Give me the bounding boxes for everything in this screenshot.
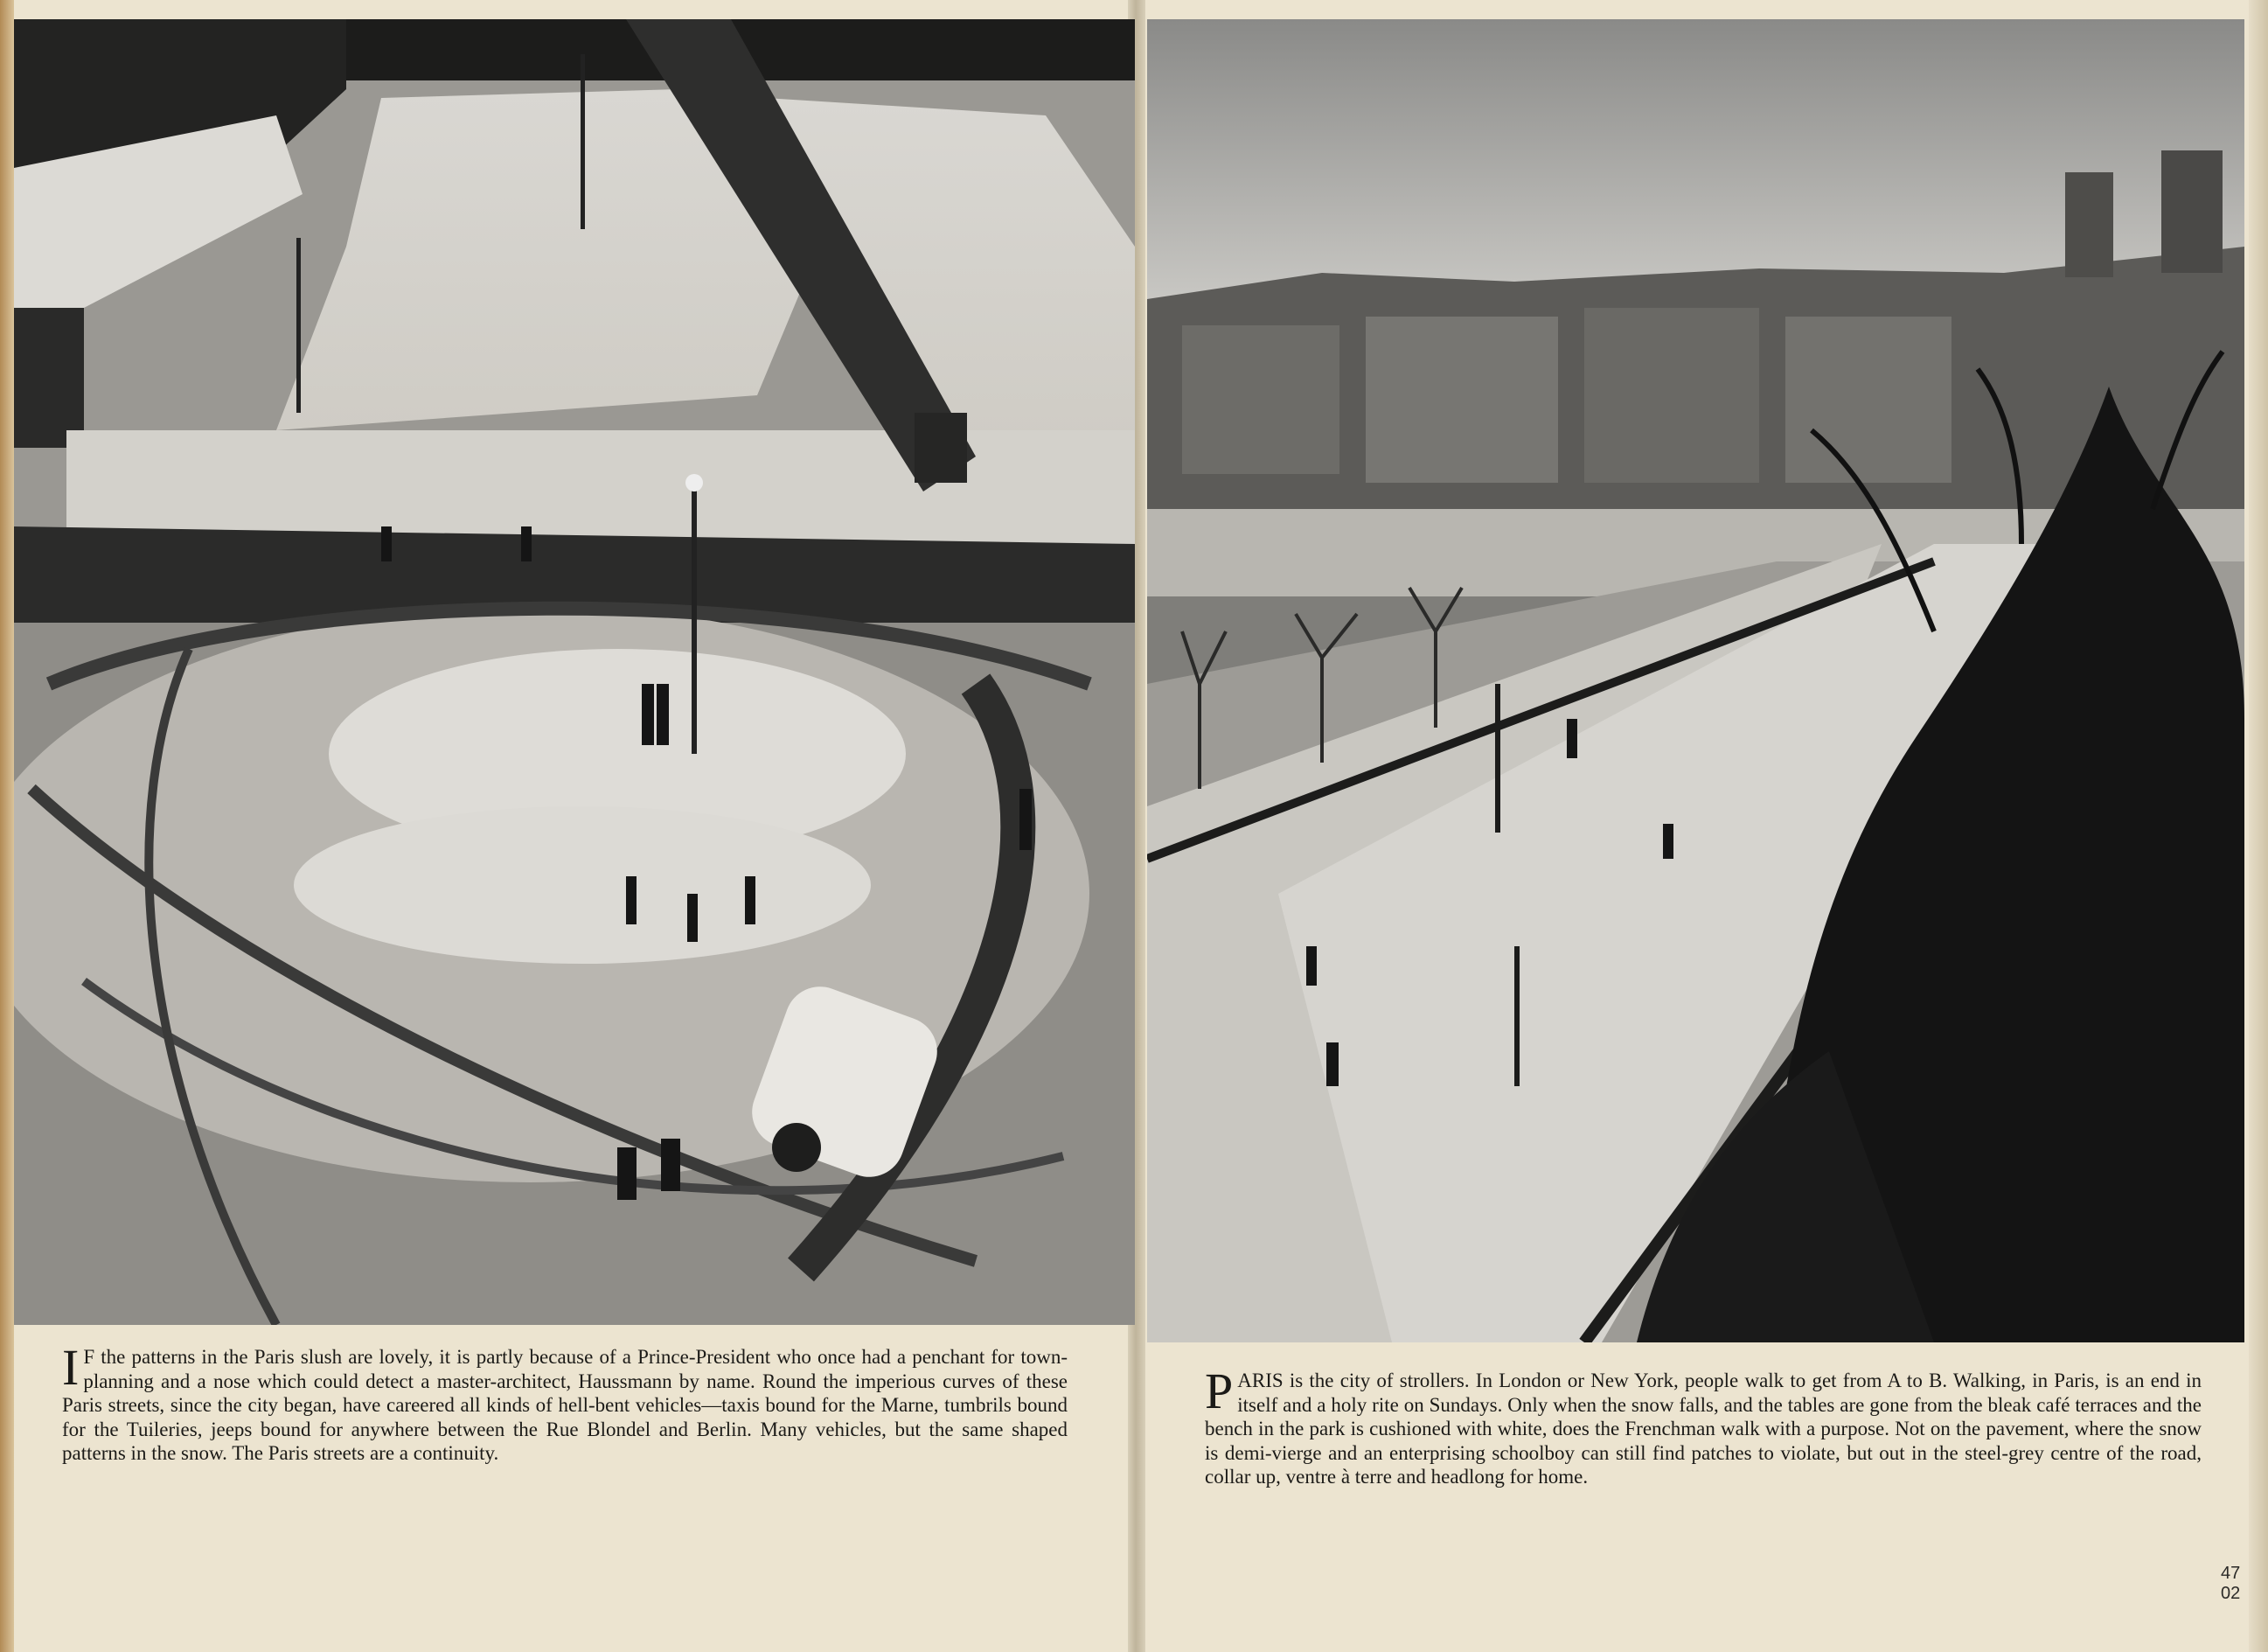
page-number: 47 02 (2221, 1564, 2241, 1603)
right-caption-text: ARIS is the city of strollers. In London or New York, people walk to get from A to B. Walking, in Paris, is an end in itself and a holy rite on Sundays. Only when the snow falls, and the tables are gone from the bleak café terraces and the bench in the park is cushioned with white, does the Frenchman walk with a purpose. Not on the pavement, where the snow is demi-vierge and an enterprising schoolboy can still find patches to violate, but out in the steel-grey centre of the road, collar up, ventre à terre and headlong for home. (1205, 1370, 2202, 1488)
snowy-square-photo (14, 19, 1135, 1325)
right-page (1145, 0, 2249, 1652)
left-caption-dropcap: I (62, 1339, 80, 1396)
left-caption (62, 1339, 1068, 1466)
right-page-edge (2249, 0, 2268, 1652)
snowy-embankment-photo (1147, 19, 2244, 1342)
left-caption-text: F the patterns in the Paris slush are lovely, it is partly because of a Prince-President who once had a penchant for town-planning and a nose which could detect a master-architect, Haussmann by name. Round the imperious curves of these Paris streets, since the city began, have careered all kinds of hell-bent vehicles—taxis bound for the Marne, tumbrils bound for the Tuileries, jeeps bound for anywhere between the Rue Blondel and Berlin. Many vehicles, but the same shaped patterns in the snow. The Paris streets are a continuity. (62, 1346, 1068, 1464)
snowy-square-illustration (14, 19, 1135, 1325)
snowy-embankment-illustration (1147, 19, 2244, 1342)
right-caption (1205, 1363, 2202, 1489)
right-caption-dropcap: P (1205, 1363, 1234, 1419)
left-page-edge (0, 0, 14, 1652)
left-page (14, 0, 1128, 1652)
